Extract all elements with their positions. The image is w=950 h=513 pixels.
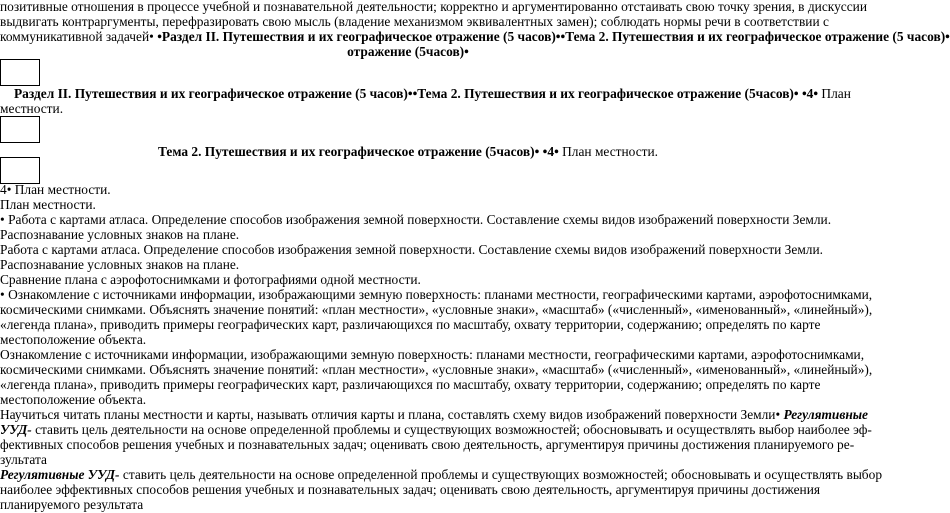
text-line: Ознакомление с источниками информации, изображающими земную поверхность: планами местности, географическими картами, аэрофотоснимками, (0, 347, 865, 362)
text-line: фективных способов решения учебных и познавательных задач; оценивать свою деятельность, аргументируя причины достижения планируемого ре- (0, 437, 855, 452)
text-line: Распознавание условных знаков на плане. (0, 227, 240, 242)
empty-image-placeholder (0, 59, 40, 86)
text-line: • Ознакомление с источниками информации, изображающими земную поверхность: планами местности, географическими картами, аэрофотоснимками, (0, 287, 873, 302)
text-line: УУД- ставить цель деятельности на основе определенной проблемы и существующих возможностей; обосновывать и осуществлять выбор наиболее эф- (0, 422, 872, 437)
text-line: планируемого результата (0, 497, 144, 512)
text-line: • Работа с картами атласа. Определение способов изображения земной поверхности. Составление схемы видов изображений поверхности Земли. (0, 212, 832, 227)
text-line: местоположение объекта. (0, 332, 147, 347)
empty-image-placeholder (0, 157, 40, 184)
text-line: позитивные отношения в процессе учебной и познавательной деятельности; корректно и аргументированно отстаивать свою точку зрения, в дискуссии (0, 0, 868, 14)
text-line: космическими снимками. Объяснять значение понятий: «план местности», «условные знаки», «масштаб» («численный», «именованный», «линейный»), (0, 362, 873, 377)
text-line: космическими снимками. Объяснять значение понятий: «план местности», «условные знаки», «масштаб» («численный», «именованный», «линейный»), (0, 302, 873, 317)
text-line: коммуникативной задачей• •Раздел II. Путешествия и их географическое отражение (5 часов)••Тема 2. Путешествия и их географическое отражение (5 часов)• (0, 29, 950, 44)
empty-image-placeholder (0, 116, 40, 143)
text-line: «легенда плана», приводить примеры географических карт, различающихся по масштабу, охвату территории, содержанию; определять по карте (0, 317, 821, 332)
section-heading: отражение (5часов)• (347, 44, 469, 59)
text-line: зультата (0, 452, 47, 467)
topic-heading: Тема 2. Путешествия и их географическое отражение (5часов)• •4• План местности. (157, 144, 659, 159)
text-line: План местности. (0, 197, 96, 212)
text-line: Научиться читать планы местности и карты, называть отличия карты и плана, составлять схему видов изображений поверхности Земли• Регулятивные (0, 407, 868, 422)
text-line: Сравнение плана с аэрофотоснимками и фотографиями одной местности. (0, 272, 421, 287)
text-line: «легенда плана», приводить примеры географических карт, различающихся по масштабу, охвату территории, содержанию; определять по карте (0, 377, 821, 392)
text-line: местоположение объекта. (0, 392, 147, 407)
text-line: 4• План местности. (0, 182, 111, 197)
text-line: Регулятивные УУД- ставить цель деятельности на основе определенной проблемы и существующих возможностей; обосновывать и осуществлять выбор (0, 467, 883, 482)
text-line: местности. (0, 101, 64, 116)
section-heading: Раздел II. Путешествия и их географическое отражение (5 часов)••Тема 2. Путешествия и их географическое отражение (5часов)• •4• План (14, 86, 851, 101)
text-line: Распознавание условных знаков на плане. (0, 257, 240, 272)
text-line: наиболее эффективных способов решения учебных и познавательных задач; оценивать свою деятельность, аргументируя причины достижения (0, 482, 821, 497)
text-line: выдвигать контраргументы, перефразировать свою мысль (владение механизмом эквивалентных замен); соблюдать нормы речи в соответствии с (0, 14, 829, 29)
text-line: Работа с картами атласа. Определение способов изображения земной поверхности. Составление схемы видов изображений поверхности Земли. (0, 242, 824, 257)
